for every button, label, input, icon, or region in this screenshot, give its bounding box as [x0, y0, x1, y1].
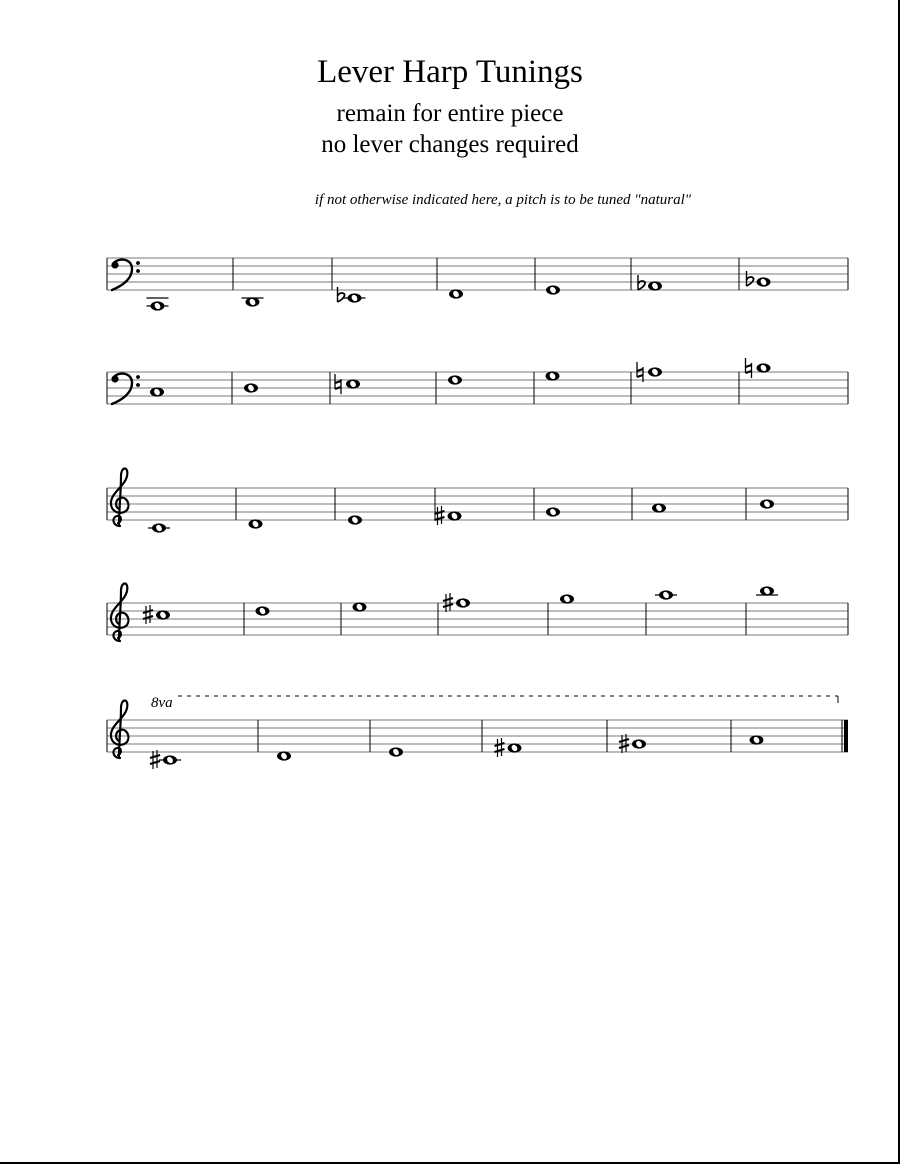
- whole-note-3-3: [348, 515, 362, 524]
- natural-sign-2-3: [335, 374, 341, 394]
- subtitle-no-lever-changes: no lever changes required: [321, 131, 579, 158]
- whole-note-1-4: [449, 289, 463, 298]
- whole-note-1-1: [151, 301, 165, 310]
- whole-note-4-3: [353, 602, 367, 611]
- treble-clef-3: [111, 469, 129, 527]
- tuning-note: if not otherwise indicated here, a pitch is to be tuned "natural": [314, 192, 692, 208]
- whole-note-4-1: [156, 610, 170, 619]
- whole-note-1-2: [246, 297, 260, 306]
- whole-note-2-7: [757, 363, 771, 372]
- whole-note-4-4: [456, 598, 470, 607]
- treble-clef-4: [111, 584, 129, 642]
- whole-note-3-5: [546, 507, 560, 516]
- whole-note-5-2: [277, 751, 291, 760]
- whole-note-3-1: [152, 523, 166, 532]
- bass-clef-2: [111, 374, 139, 404]
- whole-note-5-4: [508, 743, 522, 752]
- whole-note-4-7: [760, 586, 774, 595]
- whole-note-5-5: [632, 739, 646, 748]
- whole-note-3-2: [249, 519, 263, 528]
- whole-note-5-3: [389, 747, 403, 756]
- whole-note-2-3: [346, 379, 360, 388]
- whole-note-3-6: [652, 503, 666, 512]
- whole-note-5-1: [163, 755, 177, 764]
- natural-sign-2-7: [746, 358, 752, 378]
- flat-sign-1-3: [338, 287, 345, 302]
- whole-note-1-5: [546, 285, 560, 294]
- subtitle-remain: remain for entire piece: [336, 100, 564, 127]
- whole-note-2-6: [648, 367, 662, 376]
- flat-sign-1-7: [747, 271, 754, 286]
- whole-note-2-4: [448, 375, 462, 384]
- whole-note-4-6: [659, 590, 673, 599]
- octave-above-mark: 8va: [151, 695, 173, 711]
- whole-note-3-4: [448, 511, 462, 520]
- whole-note-1-7: [757, 277, 771, 286]
- whole-note-1-3: [348, 293, 362, 302]
- whole-note-5-6: [750, 735, 764, 744]
- whole-note-4-5: [560, 594, 574, 603]
- whole-note-2-2: [244, 383, 258, 392]
- bass-clef-1: [111, 260, 139, 290]
- whole-note-4-2: [256, 606, 270, 615]
- sharp-sign-5-4: [495, 738, 505, 757]
- whole-note-2-1: [150, 387, 164, 396]
- whole-note-2-5: [546, 371, 560, 380]
- whole-note-1-6: [648, 281, 662, 290]
- final-barline-thick-5: [844, 720, 848, 752]
- sharp-sign-4-1: [143, 605, 153, 624]
- sharp-sign-5-1: [150, 750, 160, 769]
- treble-clef-5: [111, 701, 129, 759]
- sharp-sign-3-4: [435, 506, 445, 525]
- whole-note-3-7: [760, 499, 774, 508]
- page-title: Lever Harp Tunings: [317, 54, 583, 90]
